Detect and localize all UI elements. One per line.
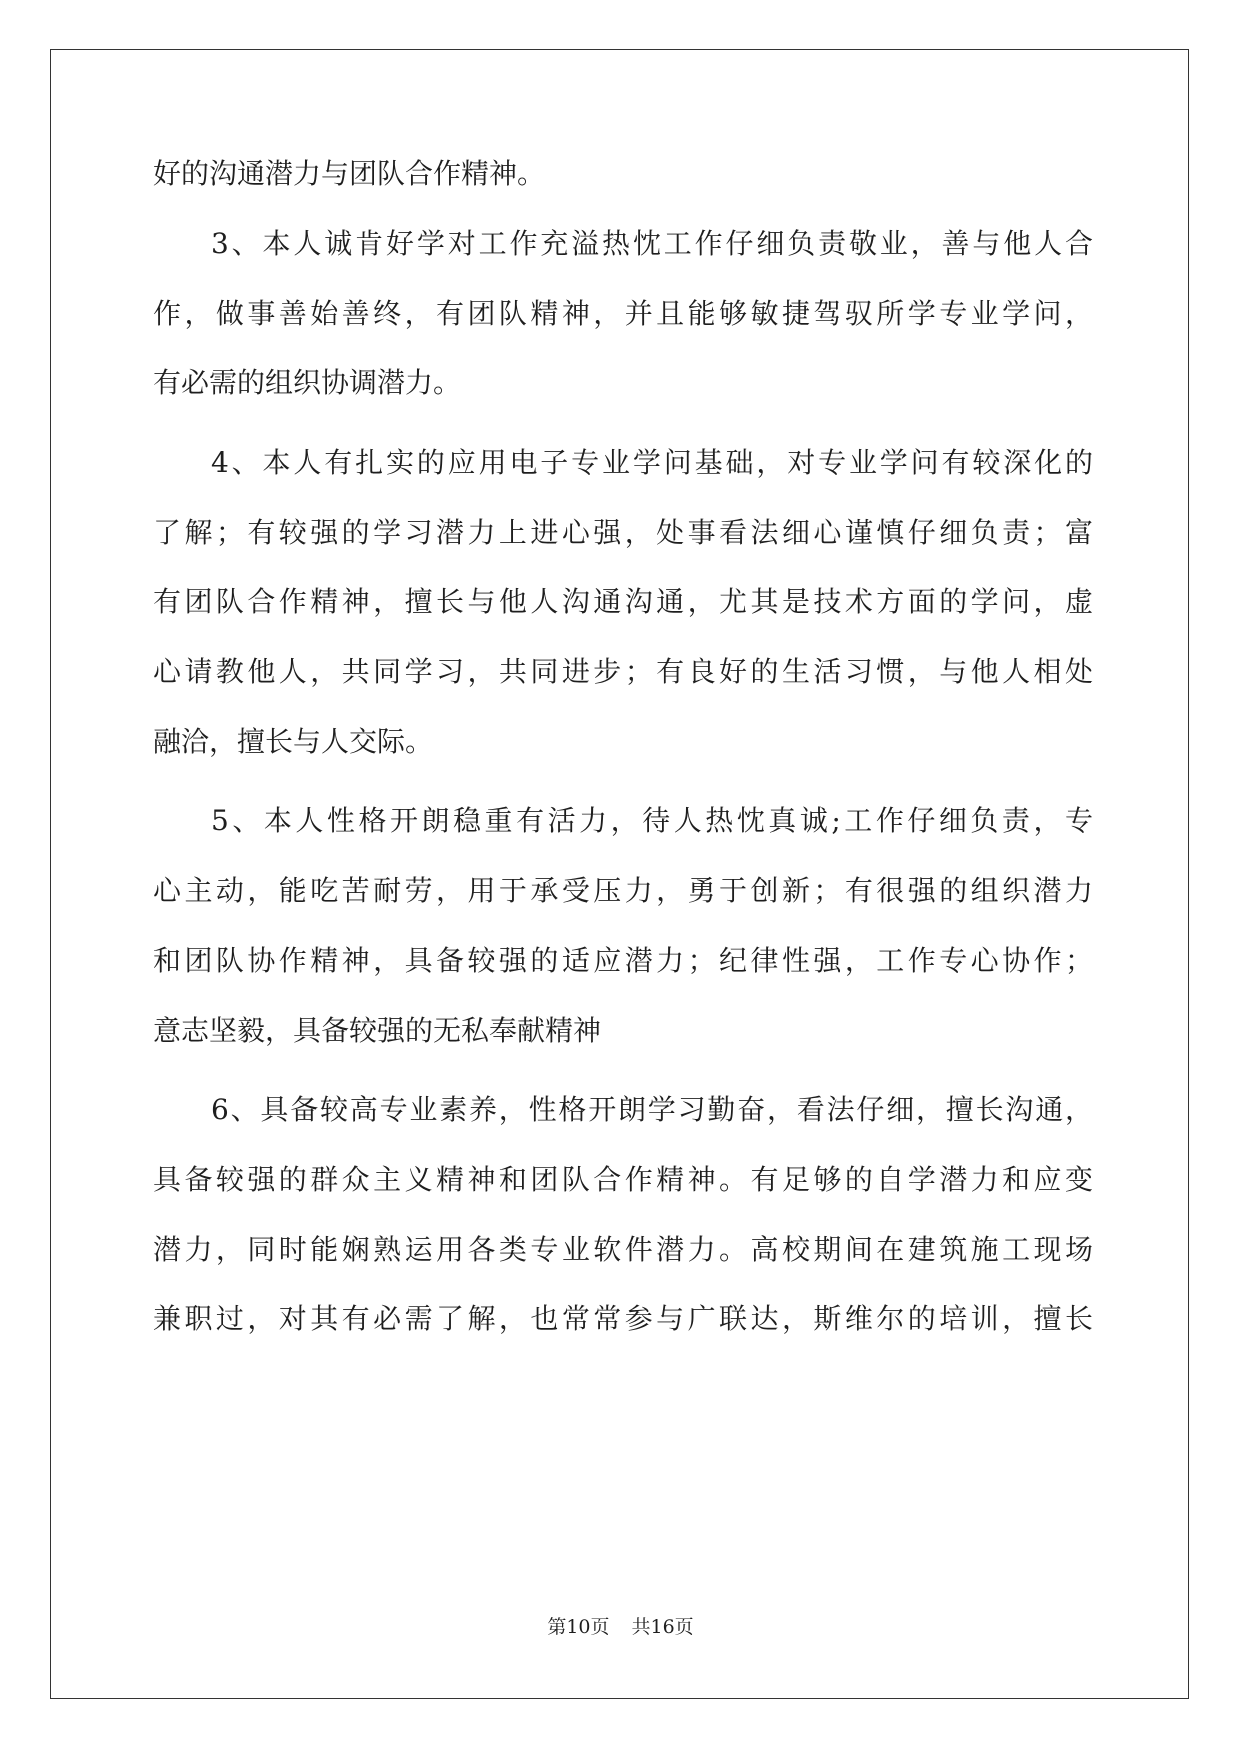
- text-line: 了解；有较强的学习潜力上进心强，处事看法细心谨慎仔细负责；富: [153, 516, 1093, 549]
- page-number-total: 共16页: [631, 1616, 694, 1638]
- text-line: 融洽，擅长与人交际。: [153, 725, 434, 758]
- text-line: 好的沟通潜力与团队合作精神。: [153, 157, 546, 190]
- text-line: 具备较强的群众主义精神和团队合作精神。有足够的自学潜力和应变: [153, 1163, 1093, 1196]
- text-line: 有必需的组织协调潜力。: [153, 366, 462, 399]
- text-line: 意志坚毅，具备较强的无私奉献精神: [153, 1014, 602, 1047]
- text-line: 5、本人性格开朗稳重有活力，待人热忱真诚;工作仔细负责，专: [211, 804, 1093, 837]
- text-line: 有团队合作精神，擅长与他人沟通沟通，尤其是技术方面的学问，虚: [153, 585, 1093, 618]
- text-line: 心请教他人，共同学习，共同进步；有良好的生活习惯，与他人相处: [153, 655, 1093, 688]
- text-line: 4、本人有扎实的应用电子专业学问基础，对专业学问有较深化的: [211, 446, 1093, 479]
- page-number-current: 第10页: [547, 1616, 610, 1638]
- page-footer: [0, 1612, 1241, 1642]
- text-line: 兼职过，对其有必需了解，也常常参与广联达，斯维尔的培训，擅长: [153, 1302, 1093, 1335]
- text-line: 3、本人诚肯好学对工作充溢热忱工作仔细负责敬业，善与他人合: [211, 227, 1093, 260]
- text-line: 心主动，能吃苦耐劳，用于承受压力，勇于创新；有很强的组织潜力: [153, 874, 1093, 907]
- text-line: 潜力，同时能娴熟运用各类专业软件潜力。高校期间在建筑施工现场: [153, 1233, 1093, 1266]
- text-line: 作，做事善始善终，有团队精神，并且能够敏捷驾驭所学专业学问，: [153, 297, 1093, 330]
- text-line: 和团队协作精神，具备较强的适应潜力；纪律性强，工作专心协作；: [153, 944, 1093, 977]
- text-line: 6、具备较高专业素养，性格开朗学习勤奋，看法仔细，擅长沟通，: [211, 1093, 1093, 1126]
